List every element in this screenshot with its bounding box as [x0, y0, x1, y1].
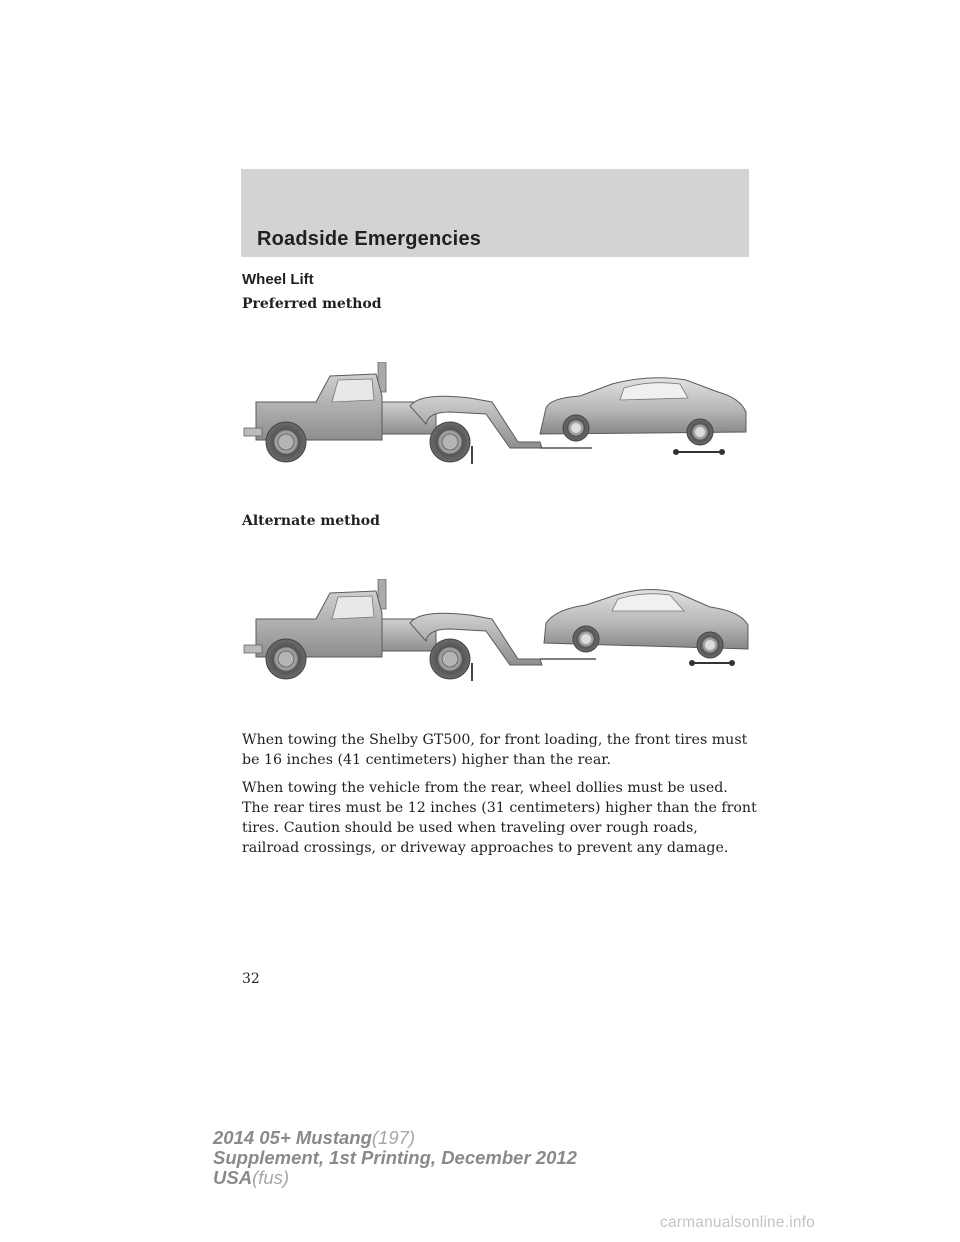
- footer-region: USA: [213, 1167, 253, 1188]
- page-title: Wheel Lift: [242, 271, 314, 288]
- footer-model: 2014 05+ Mustang: [213, 1127, 372, 1148]
- footer-region-code: (fus): [252, 1167, 290, 1188]
- body-paragraph-front-loading: When towing the Shelby GT500, for front loading, the front tires must be 16 inches (41 centimeters) higher than the rear.: [242, 732, 748, 768]
- preferred-method-heading: Preferred method: [242, 296, 382, 312]
- alternate-method-heading: Alternate method: [242, 513, 380, 529]
- preferred-method-illustration: [240, 362, 756, 470]
- section-header-title: Roadside Emergencies: [257, 228, 482, 250]
- tow-truck: [244, 362, 542, 464]
- body-paragraph-rear-towing: When towing the vehicle from the rear, wheel dollies must be used. The rear tires must be 12 inches (31 centimeters) higher than the front tires. Caution should be used when traveling over rough roads, railroad crossings, or driveway approaches to prevent any damage.: [242, 780, 757, 856]
- alternate-method-illustration: [240, 579, 756, 687]
- section-header-band: [241, 169, 749, 257]
- footer-model-code: (197): [371, 1127, 416, 1148]
- towed-car: [540, 378, 746, 455]
- document-footer: [213, 1128, 577, 1188]
- footer-printing: Supplement, 1st Printing, December 2012: [213, 1147, 577, 1168]
- page-number: 32: [242, 971, 260, 987]
- tow-truck: [244, 579, 542, 681]
- watermark: carmanualsonline.info: [660, 1214, 815, 1231]
- towed-car: [540, 589, 748, 666]
